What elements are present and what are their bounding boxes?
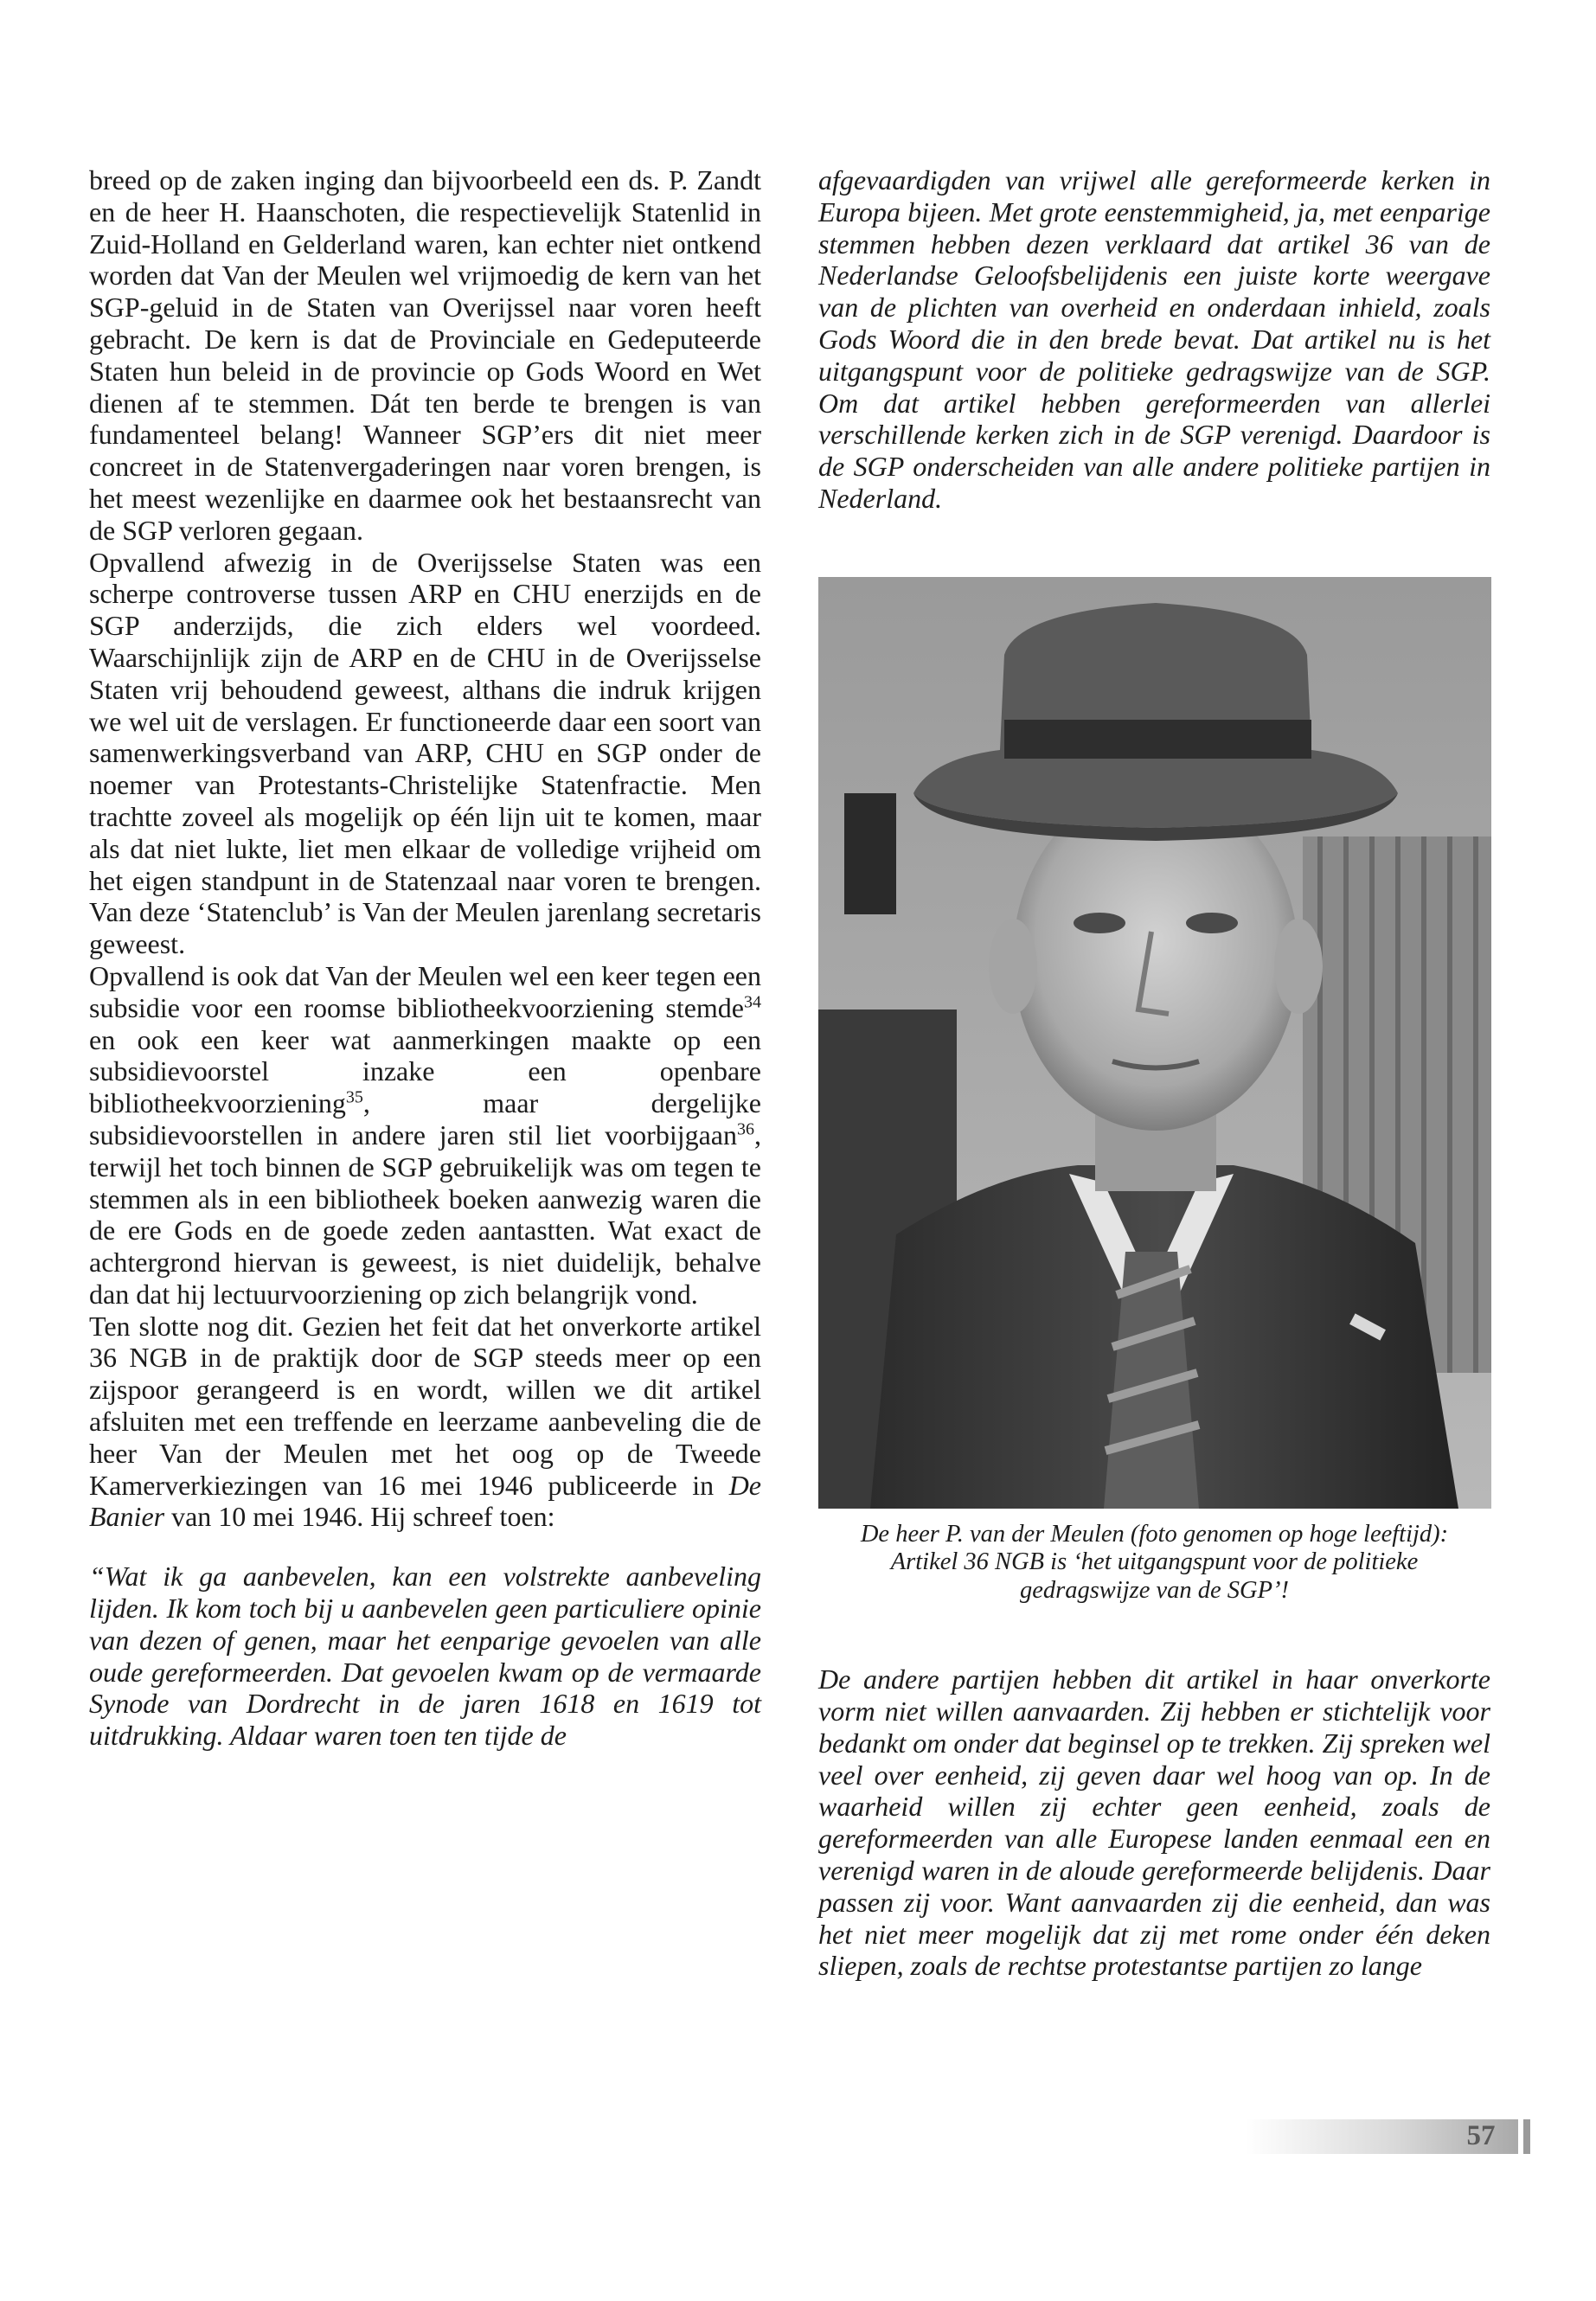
portrait-illustration [818,577,1491,1509]
photo-figure [818,577,1490,1606]
portrait-photo [818,577,1491,1509]
photo-caption: De heer P. van der Meulen (foto genomen op hoge leeftijd): Artikel 36 NGB is ‘het uitgangspunt voor de politieke gedragswijze van de SGP’! [860,1520,1449,1604]
page-number: 57 [1466,2120,1496,2151]
footnote-ref-35[interactable]: 35 [345,1087,363,1107]
left-paragraph-4 [89,1311,761,1534]
footnote-ref-34[interactable]: 34 [744,992,761,1012]
left-paragraph-3-part-c: , maar dergelijke subsidievoorstellen in andere jaren stil liet voorbijgaan [89,1087,761,1150]
left-column [89,164,761,1752]
left-paragraph-2: Opvallend afwezig in de Overijsselse Staten was een scherpe controverse tussen ARP en CHU enerzijds en de SGP anderzijds, die zich elders wel voordeed. Waarschijnlijk zijn de ARP en de CHU in de Overijsselse Staten vrij behoudend geweest, althans die indruk krijgen we wel uit de verslagen. Er functioneerde daar een soort van samenwerkingsverband van ARP, CHU en SGP onder de noemer van Protestants-Christelijke Statenfractie. Men trachtte zoveel als mogelijk op één lijn uit te komen, maar als dat niet lukte, liet men elkaar de volledige vrijheid om het eigen standpunt in de Statenzaal naar voren te brengen. Van deze ‘Statenclub’ is Van der Meulen jarenlang secretaris geweest. [89,546,761,960]
right-column [818,164,1490,1982]
right-paragraph-1: afgevaardigden van vrijwel alle gereformeerde kerken in Europa bijeen. Met grote eenstemmigheid, ja, met eenparige stemmen hebben dezen verklaard dat artikel 36 van de Nederlandse Geloofsbelijdenis een juiste korte weergave van de plichten van overheid en onderdaan inhield, zoals Gods Woord die in den brede bevat. Dat artikel nu is het uitgangspunt voor de politieke gedragswijze van de SGP. Om dat artikel hebben gereformeerden van allerlei verschillende kerken zich in de SGP verenigd. Daardoor is de SGP onderscheiden van alle andere politieke partijen in Nederland. [818,164,1490,514]
right-paragraph-2: De andere partijen hebben dit artikel in haar onverkorte vorm niet willen aanvaarden. Zij hebben er stichtelijk voor bedankt om onder dat beginsel op te trekken. Zij spreken wel veel over eenheid, zij geven daar wel hoog van op. In de waarheid willen zij echter geen eenheid, zoals de gereformeerden van alle Europese landen eenmaal een en verenigd waren in de aloude gereformeerde belijdenis. Daar passen zij voor. Want aanvaarden zij die eenheid, dan was het niet meer mogelijk dat zij met rome onder één deken sliepen, zoals de rechtse protestantse partijen zo lange [818,1663,1490,1982]
left-paragraph-3-part-d: , terwijl het toch binnen de SGP gebruikelijk was om tegen te stemmen als in een bibliotheek boeken aanwezig waren die de ere Gods en de goede zeden aantastten. Wat exact de achtergrond hiervan is geweest, is niet duidelijk, behalve dan dat hij lectuurvoorziening op zich belangrijk vond. [89,1118,761,1310]
page-number-tick [1523,2119,1530,2154]
left-paragraph-4-part-b: van 10 mei 1946. Hij schreef toen: [164,1501,555,1533]
quotation: “Wat ik ga aanbevelen, kan een volstrekte aanbeveling lijden. Ik kom toch bij u aanbevelen geen particuliere opinie van dezen of genen, maar het eenparige gevoelen van alle oude gereformeerden. Dat gevoelen kwam op de vermaarde Synode van Dordrecht in de jaren 1618 en 1619 tot uitdrukking. Aldaar waren toen ten tijde de [89,1561,761,1752]
footnote-ref-36[interactable]: 36 [737,1119,754,1139]
left-paragraph-3 [89,960,761,1311]
left-paragraph-3-part-a: Opvallend is ook dat Van der Meulen wel een keer tegen een subsidie voor een roomse bibliotheekvoorziening stemde [89,959,761,1023]
left-paragraph-4-part-a: Ten slotte nog dit. Gezien het feit dat het onverkorte artikel 36 NGB in de praktijk door de SGP steeds meer op een zijspoor gerangeerd is en wordt, willen we dit artikel afsluiten met een treffende en leerzame aanbeveling die de heer Van der Meulen met het oog op de Tweede Kamerverkiezingen van 16 mei 1946 publiceerde in [89,1310,761,1501]
left-paragraph-1: breed op de zaken inging dan bijvoorbeeld een ds. P. Zandt en de heer H. Haanschoten, die respectievelijk Statenlid in Zuid-Holland en Gelderland waren, kan echter niet ontkend worden dat Van der Meulen wel vrijmoedig de kern van het SGP-geluid in de Staten van Overijssel naar voren heeft gebracht. De kern is dat de Provinciale en Gedeputeerde Staten hun beleid in de provincie op Gods Woord en Wet dienen af te stemmen. Dát ten berde te brengen is van fundamenteel belang! Wanneer SGP’ers dit niet meer concreet in de Statenvergaderingen naar voren brengen, is het meest wezenlijke en daarmee ook het bestaansrecht van de SGP verloren gegaan. [89,164,761,546]
publication-title-de-banier: De Banier [89,1469,761,1533]
left-paragraph-3-part-b: en ook een keer wat aanmerkingen maakte op een subsidievoorstel inzake een openbare bibliotheekvoorziening [89,1023,761,1119]
